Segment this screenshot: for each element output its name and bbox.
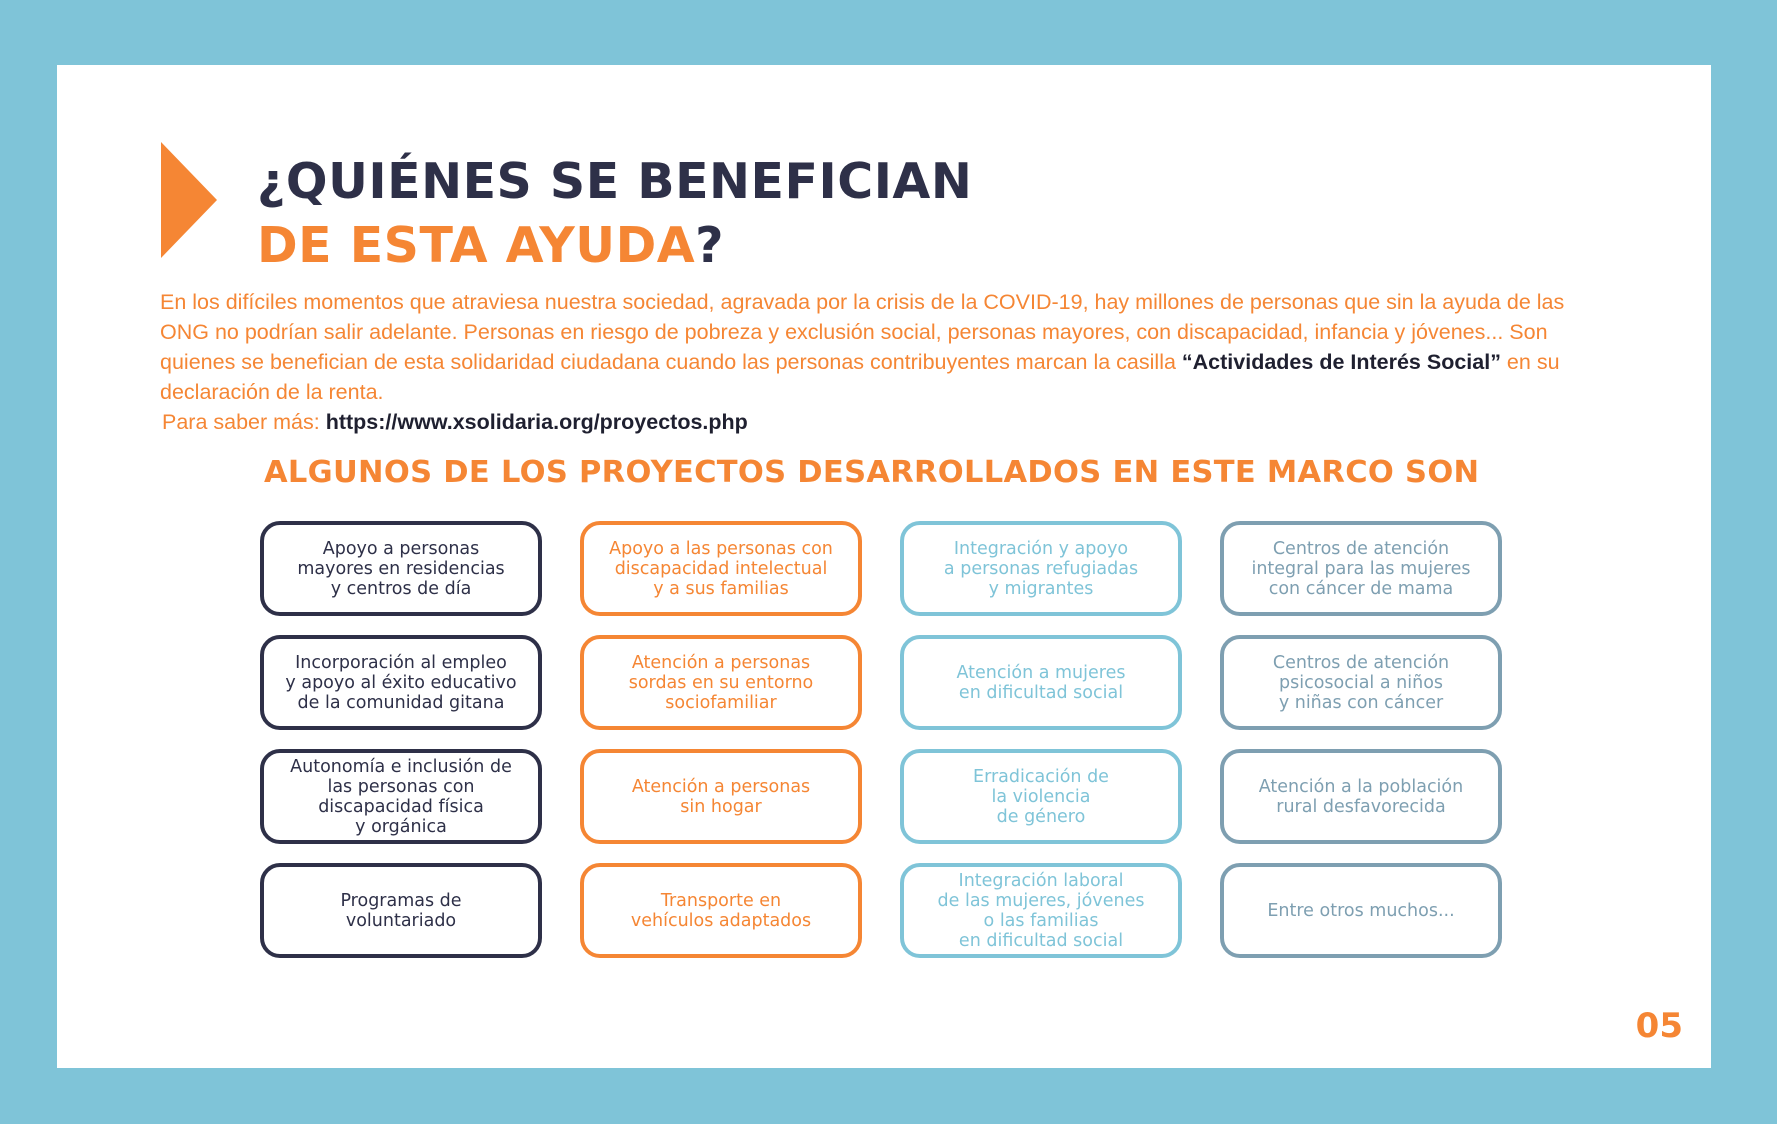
page (57, 65, 1711, 1068)
arrow-marker-icon (161, 142, 217, 258)
project-card: Integración laboral de las mujeres, jóvenes o las familias en dificultad social (900, 863, 1182, 958)
title-line-1: ¿QUIÉNES SE BENEFICIAN (257, 153, 973, 210)
project-card: Atención a personas sin hogar (580, 749, 862, 844)
more-info-link[interactable]: https://www.xsolidaria.org/proyectos.php (325, 410, 748, 434)
project-card: Transporte en vehículos adaptados (580, 863, 862, 958)
project-card: Atención a mujeres en dificultad social (900, 635, 1182, 730)
project-card: Atención a personas sordas en su entorno sociofamiliar (580, 635, 862, 730)
project-card: Erradicación de la violencia de género (900, 749, 1182, 844)
intro-bold-text: “Actividades de Interés Social” (1181, 350, 1501, 374)
intro-text-end: en su declaración de la renta. (160, 350, 1560, 404)
project-card: Apoyo a las personas con discapacidad intelectual y a sus familias (580, 521, 862, 616)
project-card: Autonomía e inclusión de las personas con discapacidad física y orgánica (260, 749, 542, 844)
page-title (257, 150, 972, 278)
intro-paragraph (160, 287, 1570, 407)
project-card: Apoyo a personas mayores en residencias y centros de día (260, 521, 542, 616)
project-card: Entre otros muchos... (1220, 863, 1502, 958)
more-info (162, 407, 748, 437)
project-card: Programas de voluntariado (260, 863, 542, 958)
title-line-2-end: ? (695, 217, 725, 274)
project-card: Atención a la población rural desfavorecida (1220, 749, 1502, 844)
intro-text: En los difíciles momentos que atraviesa nuestra sociedad, agravada por la crisis de la COVID-19, hay millones de personas que sin la ayuda de las ONG no podrían salir adelante. Personas en riesgo de pobreza y exclusión social, personas mayores, con discapacidad, infancia y jóvenes... Son quienes se benefician de esta solidaridad ciudadana cuando las personas contribuyentes marcan la casilla (160, 290, 1565, 374)
projects-grid (260, 521, 1502, 958)
project-card: Centros de atención integral para las mujeres con cáncer de mama (1220, 521, 1502, 616)
title-line-2-highlight: DE ESTA AYUDA (257, 217, 696, 274)
project-card: Incorporación al empleo y apoyo al éxito educativo de la comunidad gitana (260, 635, 542, 730)
project-card: Centros de atención psicosocial a niños y niñas con cáncer (1220, 635, 1502, 730)
project-card: Integración y apoyo a personas refugiadas y migrantes (900, 521, 1182, 616)
page-number: 05 (1635, 1006, 1683, 1046)
more-info-label: Para saber más: (162, 410, 326, 434)
section-heading: ALGUNOS DE LOS PROYECTOS DESARROLLADOS EN ESTE MARCO SON (264, 455, 1480, 490)
